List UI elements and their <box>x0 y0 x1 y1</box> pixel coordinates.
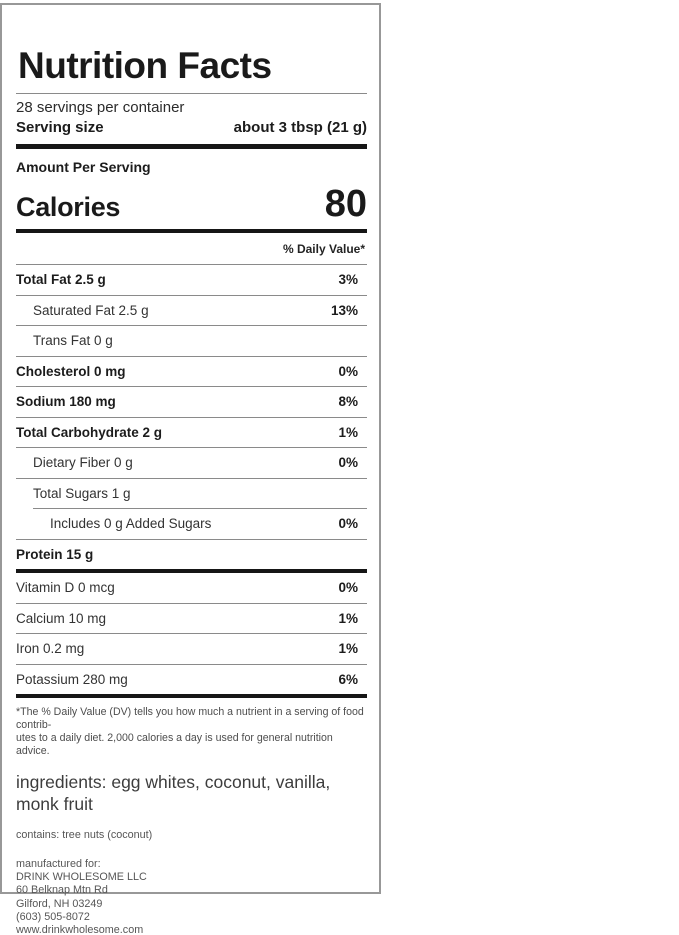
manufacturer-city: Gilford, NH 03249 <box>16 897 103 910</box>
daily-value-footnote <box>16 706 367 758</box>
nutrient-dv: 1% <box>338 424 358 440</box>
vitamin-dv: 0% <box>338 580 358 596</box>
nutrient-dv: 0% <box>338 516 358 532</box>
manufacturer-phone: (603) 505-8072 <box>16 910 90 923</box>
nutrient-name: Saturated Fat 2.5 g <box>33 302 149 318</box>
nutrient-name: Includes 0 g Added Sugars <box>50 516 212 532</box>
vitamin-name: Vitamin D 0 mcg <box>16 580 115 596</box>
nutrient-row <box>16 509 367 539</box>
nutrient-name: Sodium 180 mg <box>16 394 116 410</box>
vitamin-name: Iron 0.2 mg <box>16 641 85 657</box>
nutrient-row <box>16 265 367 295</box>
nutrient-name: Trans Fat 0 g <box>33 333 113 349</box>
manufacturer-website: www.drinkwholesome.com <box>16 924 144 935</box>
vitamin-name: Potassium 280 mg <box>16 671 128 687</box>
calories-value: 80 <box>324 183 367 225</box>
servings-per-container: 28 servings per container <box>16 99 185 116</box>
amount-per-serving: Amount Per Serving <box>16 159 151 175</box>
vitamin-row <box>16 604 367 634</box>
allergen-statement: contains: tree nuts (coconut) <box>16 829 153 841</box>
nutrient-name: Total Sugars 1 g <box>33 485 131 501</box>
nutrient-dv: 8% <box>338 394 358 410</box>
nutrient-dv: 0% <box>338 455 358 471</box>
manufacturer-street: 60 Belknap Mtn Rd <box>16 884 108 897</box>
manufacturer-line: manufactured for: <box>16 858 101 870</box>
footnote-line: *The % Daily Value (DV) tells you how much a nutrient in a serving of food contrib- <box>16 706 364 731</box>
vitamin-name: Calcium 10 mg <box>16 610 107 626</box>
daily-value-header: % Daily Value* <box>282 242 365 256</box>
serving-size-label: Serving size <box>16 119 104 136</box>
nutrient-dv: 0% <box>338 363 358 379</box>
vitamin-dv: 1% <box>338 610 358 626</box>
vitamin-row <box>16 573 367 603</box>
label-title: Nutrition Facts <box>18 45 272 86</box>
nutrient-name: Total Carbohydrate 2 g <box>16 424 163 440</box>
nutrient-name: Dietary Fiber 0 g <box>33 455 133 471</box>
ingredients-statement <box>16 771 367 815</box>
serving-size-row <box>16 119 367 137</box>
nutrient-name: Cholesterol 0 mg <box>16 363 126 379</box>
thick-rule <box>16 144 367 149</box>
serving-size-value: about 3 tbsp (21 g) <box>233 119 367 136</box>
nutrition-facts-label <box>0 3 381 935</box>
nutrient-name: Total Fat 2.5 g <box>16 272 106 288</box>
nutrient-row <box>16 326 367 356</box>
manufacturer-name: DRINK WHOLESOME LLC <box>16 871 147 884</box>
vitamin-row <box>16 665 367 695</box>
manufacturer-block <box>16 858 367 935</box>
nutrient-name: Protein 15 g <box>16 546 94 562</box>
vitamin-dv: 1% <box>338 641 358 657</box>
nutrient-row <box>16 479 367 509</box>
nutrient-row <box>16 296 367 326</box>
thick-rule <box>16 694 367 698</box>
nutrient-row <box>16 418 367 448</box>
calories-label: Calories <box>16 192 121 222</box>
nutrient-dv: 13% <box>330 302 358 318</box>
ingredients-line: ingredients: egg whites, coconut, vanilla, <box>16 772 331 792</box>
nutrient-row <box>16 357 367 387</box>
nutrient-dv: 3% <box>338 272 358 288</box>
nutrient-row <box>16 540 367 570</box>
divider <box>16 93 367 94</box>
nutrient-row <box>16 387 367 417</box>
calories-row <box>16 181 367 223</box>
footnote-line: utes to a daily diet. 2,000 calories a day is used for general nutrition advice. <box>16 732 333 757</box>
ingredients-line: monk fruit <box>16 794 93 814</box>
nutrient-row <box>16 448 367 478</box>
vitamin-dv: 6% <box>338 671 358 687</box>
vitamin-row <box>16 634 367 664</box>
